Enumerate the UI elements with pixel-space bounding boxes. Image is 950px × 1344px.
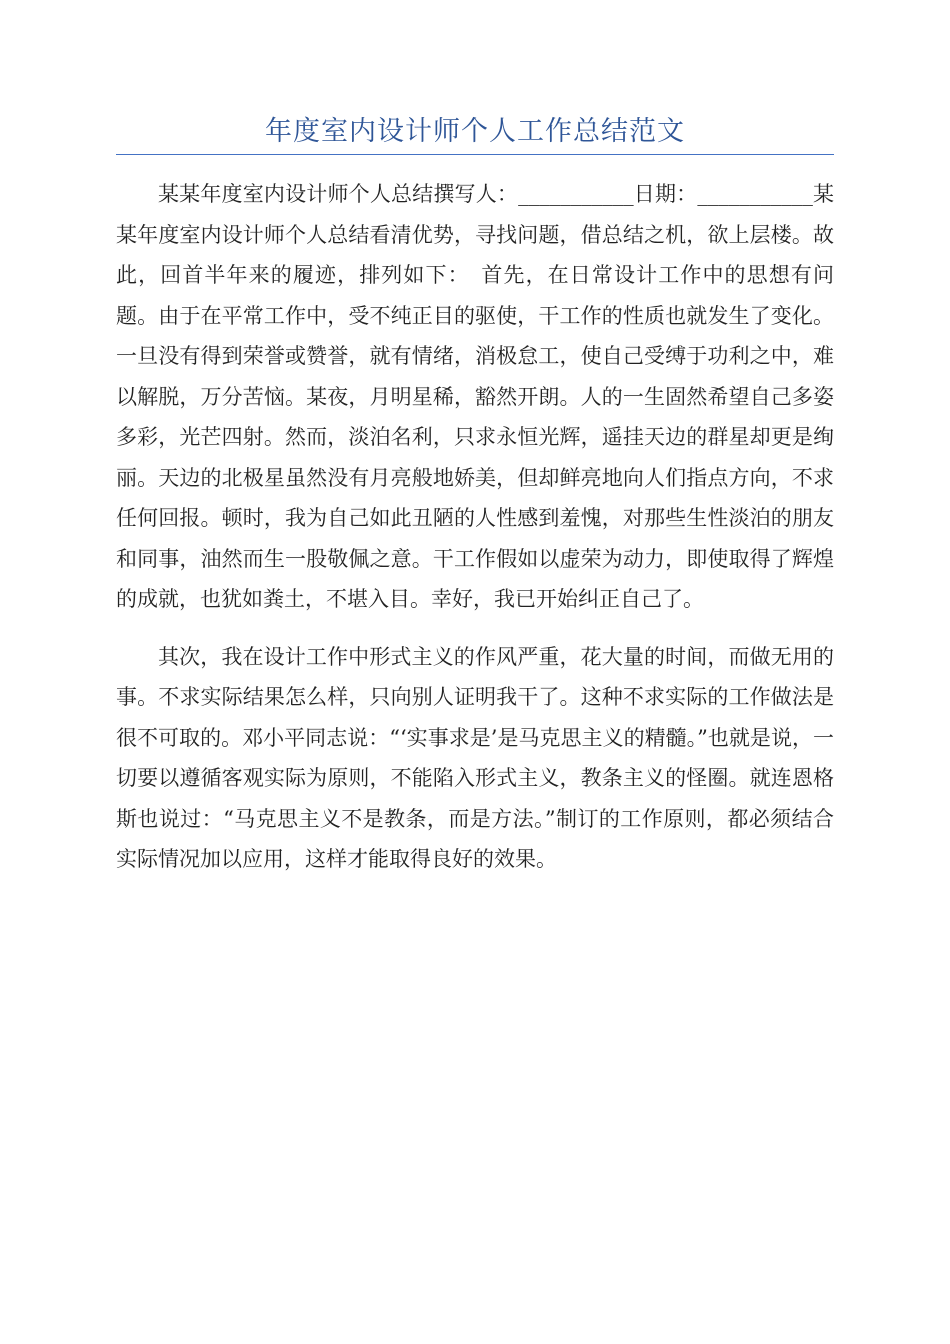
paragraph-1: 某某年度室内设计师个人总结撰写人：___________日期：___________某某年度室内设计师个人总结看清优势，寻找问题，借总结之机，欲上层楼。故此，回首半年来的履迹，排列如下： 首先，在日常设计工作中的思想有问题。由于在平常工作中，受不纯正目的驱使，干工作的性质也就发生了变化。一旦没有得到荣誉或赞誉，就有情绪，消极怠工，使自己受缚于功利之中，难以解脱，万分苦恼。某夜，月明星稀，豁然开朗。人的一生固然希望自己多姿多彩，光芒四射。然而，淡泊名利，只求永恒光辉，遥挂天边的群星却更是绚丽。天边的北极星虽然没有月亮般地娇美，但却鲜亮地向人们指点方向，不求任何回报。顿时，我为自己如此丑陋的人性感到羞愧，对那些生性淡泊的朋友和同事，油然而生一股敬佩之意。干工作假如以虚荣为动力，即使取得了辉煌的成就，也犹如粪土，不堪入目。幸好，我已开始纠正自己了。 [116,182,834,611]
title-underline [116,154,834,155]
document-body [116,174,834,880]
paragraph-2: 其次，我在设计工作中形式主义的作风严重，花大量的时间，而做无用的事。不求实际结果怎么样，只向别人证明我干了。这种不求实际的工作做法是很不可取的。邓小平同志说：“‘实事求是’是马克思主义的精髓。”也就是说，一切要以遵循客观实际为原则，不能陷入形式主义，教条主义的怪圈。就连恩格斯也说过：“马克思主义不是教条，而是方法。”制订的工作原则，都必须结合实际情况加以应用，这样才能取得良好的效果。 [116,644,834,871]
document-title: 年度室内设计师个人工作总结范文 [265,116,685,147]
